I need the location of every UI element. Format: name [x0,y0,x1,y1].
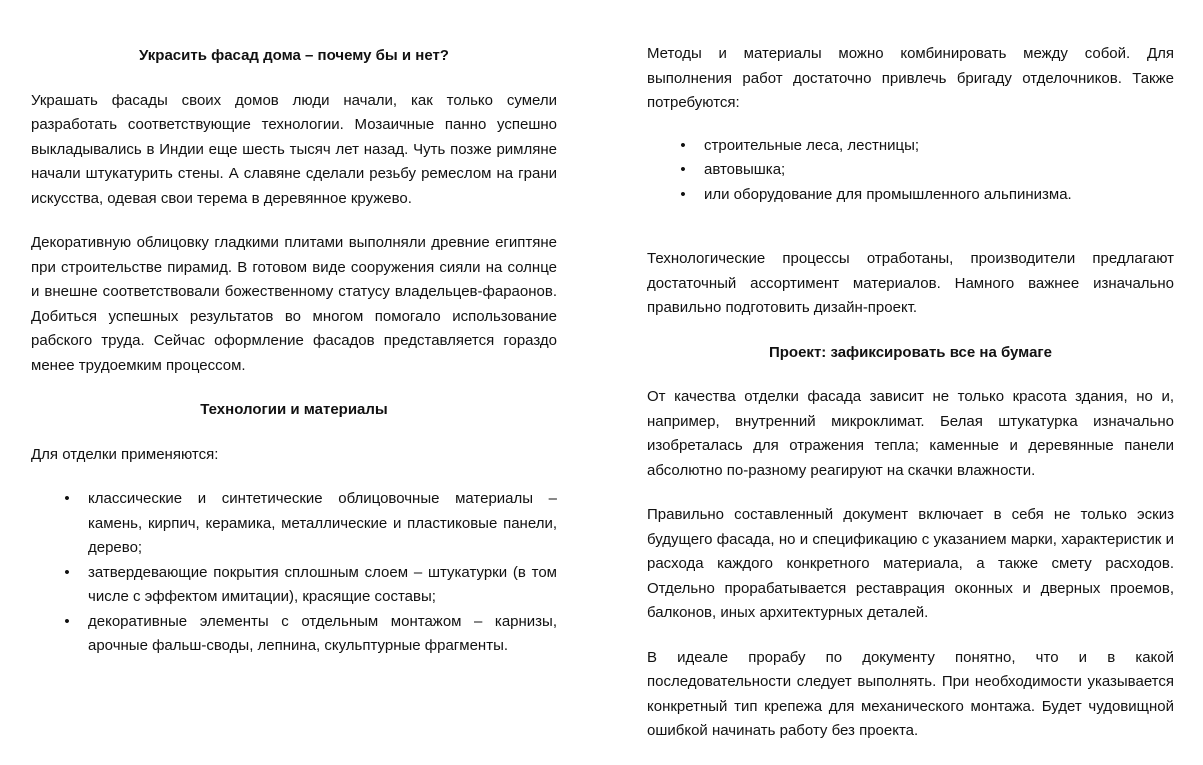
list-item: • классические и синтетические облицовочные материалы – камень, кирпич, керамика, металлические и пластиковые панели, дерево; [31,487,557,561]
list-item: • затвердевающие покрытия сплошным слоем – штукатурки (в том числе с эффектом имитации), красящие составы; [31,561,557,610]
right-column [647,42,1174,744]
list-item: • или оборудование для промышленного альпинизма. [647,183,1174,208]
materials-list [31,487,557,659]
paragraph-applied: Для отделки применяются: [31,445,219,463]
bullet-icon: • [680,185,686,203]
paragraph-egypt: Декоративную облицовку гладкими плитами выполняли древние египтяне при строительстве пирамид. В готовом виде сооружения сияли на солнце и внешне соответствовали божественному статусу владельцев-фараонов. Добиться успешных результатов во многом помогало использование рабского труда. Сейчас оформление фасадов представляется гораздо менее трудоемким процессом. [31,234,557,374]
paragraph-methods: Методы и материалы можно комбинировать между собой. Для выполнения работ достаточно привлечь бригаду отделочников. Также потребуются: [647,45,1174,111]
bullet-icon: • [64,490,70,507]
bullet-icon: • [680,161,686,178]
equipment-list [647,134,1174,208]
paragraph-ideal: В идеале прорабу по документу понятно, что и в какой последовательности следует выполнять. При необходимости указывается конкретный тип крепежа для механического монтажа. Будет чудовищной ошибкой начинать работу без проекта. [647,648,1174,739]
paragraph-processes: Технологические процессы отработаны, производители предлагают достаточный ассортимент материалов. Намного важнее изначально правильно подготовить дизайн-проект. [647,250,1174,316]
paragraph-quality: От качества отделки фасада зависит не только красота здания, но и, например, внутренний микроклимат. Белая штукатурка изначально изобреталась для отражения тепла; каменные и деревянные панели абсолютно по-разному реагируют на скачки влажности. [647,388,1174,479]
list-item: • строительные леса, лестницы; [647,134,1174,159]
list-item: • автовышка; [647,158,1174,183]
paragraph-document: Правильно составленный документ включает в себя не только эскиз будущего фасада, но и спецификацию с указанием марки, характеристик и расхода каждого конкретного материала, а также смету расходов. Отдельно прорабатывается реставрация оконных и дверных проемов, балконов, иных архитектурных деталей. [647,506,1174,621]
heading-project: Проект: зафиксировать все на бумаге [768,343,1053,361]
article-title: Украсить фасад дома – почему бы и нет? [139,47,449,64]
bullet-icon: • [64,612,70,630]
left-column [31,44,557,659]
paragraph-history-intro: Украшать фасады своих домов люди начали, как только сумели разработать соответствующие технологии. Мозаичные панно успешно выкладывались в Индии еще шесть тысяч лет назад. Чуть позже римляне начали штукатурить стены. А славяне сделали резьбу ремеслом на грани искусства, одевая свои терема в деревянное кружево. [31,91,557,207]
list-item: • декоративные элементы с отдельным монтажом – карнизы, арочные фальш-своды, лепнина, скульптурные фрагменты. [31,610,557,659]
heading-technologies: Технологии и материалы [200,401,388,418]
bullet-icon: • [680,136,686,154]
bullet-icon: • [64,563,70,581]
